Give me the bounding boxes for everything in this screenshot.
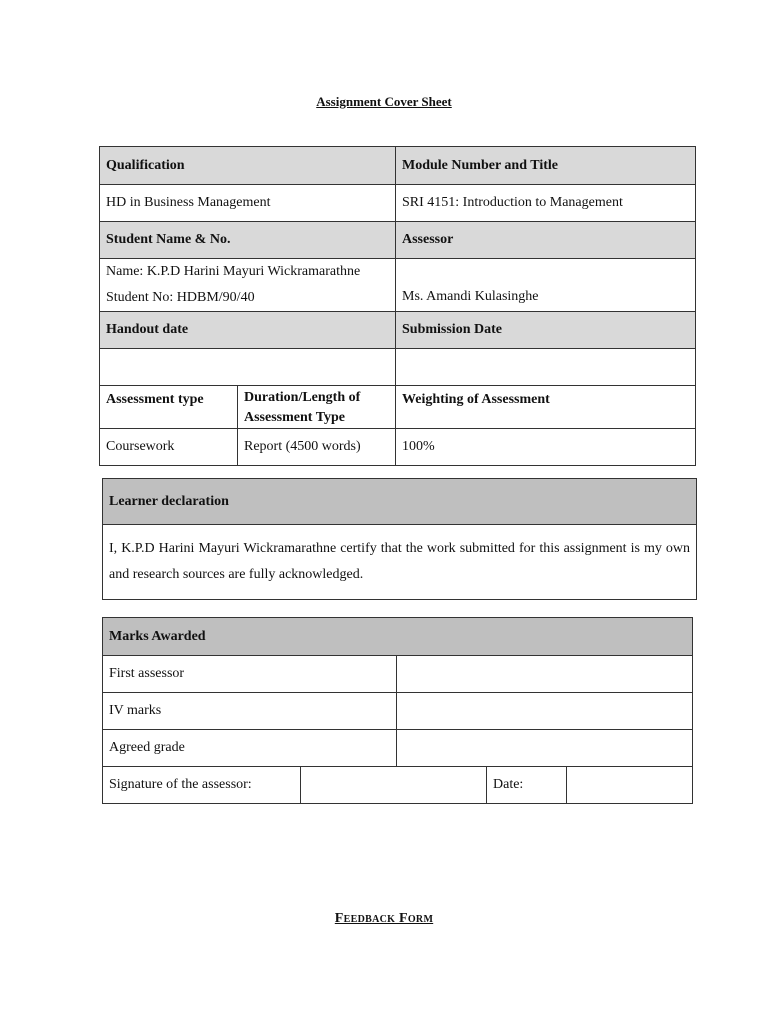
assessment-type-value: Coursework: [100, 429, 238, 466]
date-field[interactable]: [567, 767, 693, 804]
submission-value: [396, 349, 696, 386]
module-label: Module Number and Title: [396, 147, 696, 185]
page-title: Assignment Cover Sheet: [316, 94, 452, 109]
iv-marks-label: IV marks: [103, 693, 397, 730]
cover-sheet-table: [99, 146, 696, 466]
duration-label: Duration/Length of Assessment Type: [238, 386, 396, 429]
assessor-value: Ms. Amandi Kulasinghe: [396, 259, 696, 312]
submission-label: Submission Date: [396, 312, 696, 349]
qualification-value: HD in Business Management: [100, 185, 396, 222]
student-details: [100, 259, 396, 312]
assessor-label: Assessor: [396, 222, 696, 259]
signature-label: Signature of the assessor:: [103, 767, 301, 804]
agreed-grade-label: Agreed grade: [103, 730, 397, 767]
iv-marks-field[interactable]: [397, 693, 693, 730]
first-assessor-label: First assessor: [103, 656, 397, 693]
weighting-value: 100%: [396, 429, 696, 466]
qualification-label: Qualification: [100, 147, 396, 185]
handout-value: [100, 349, 396, 386]
handout-label: Handout date: [100, 312, 396, 349]
declaration-label: Learner declaration: [103, 479, 697, 525]
signature-field[interactable]: [301, 767, 487, 804]
weighting-label: Weighting of Assessment: [396, 386, 696, 429]
duration-value: Report (4500 words): [238, 429, 396, 466]
declaration-text: I, K.P.D Harini Mayuri Wickramarathne certify that the work submitted for this assignment is my own and research sources are fully acknowledged.: [103, 525, 697, 600]
agreed-grade-field[interactable]: [397, 730, 693, 767]
student-number: Student No: HDBM/90/40: [106, 290, 255, 305]
marks-awarded-table: [102, 617, 693, 804]
student-label: Student Name & No.: [100, 222, 396, 259]
first-assessor-field[interactable]: [397, 656, 693, 693]
assessment-type-label: Assessment type: [100, 386, 238, 429]
marks-label: Marks Awarded: [103, 618, 693, 656]
feedback-form-title: Feedback Form: [334, 911, 434, 926]
learner-declaration-table: [102, 478, 697, 600]
module-value: SRI 4151: Introduction to Management: [396, 185, 696, 222]
student-name: Name: K.P.D Harini Mayuri Wickramarathne: [106, 264, 361, 279]
date-label: Date:: [487, 767, 567, 804]
